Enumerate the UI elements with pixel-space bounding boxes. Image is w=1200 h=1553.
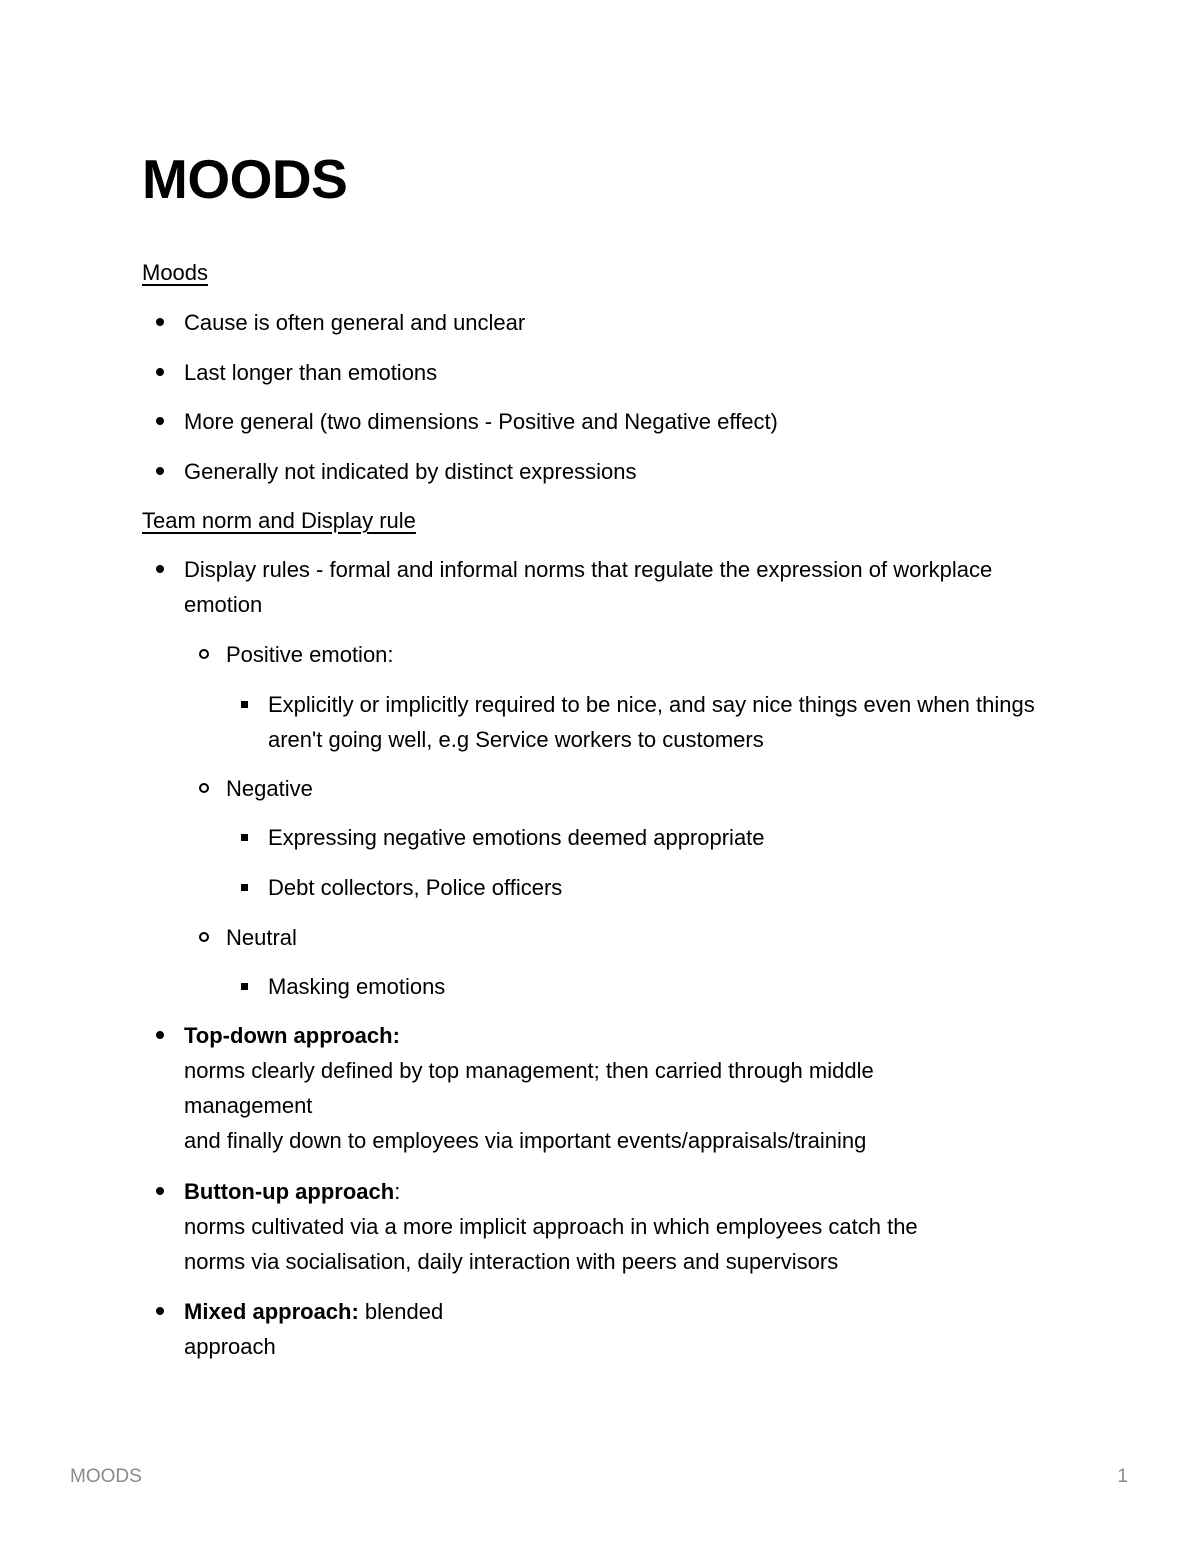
approach-text: norms clearly defined by top management; then carried through middle management — [184, 1058, 874, 1118]
list-item — [184, 454, 1064, 489]
bullet-disc-icon — [156, 467, 164, 475]
bullet-square-icon — [241, 884, 248, 891]
bullet-square-icon — [241, 834, 248, 841]
list-item-text: Generally not indicated by distinct expressions — [184, 459, 637, 484]
list-item-text: Positive emotion: — [226, 642, 394, 667]
list-item-text: More general (two dimensions - Positive and Negative effect) — [184, 409, 778, 434]
bullet-circle-icon — [199, 932, 209, 942]
sublist-item-neutral — [226, 920, 1066, 955]
sublist-item-negative — [226, 771, 1066, 806]
bullet-disc-icon — [156, 368, 164, 376]
list-item-text: Neutral — [226, 925, 297, 950]
page-number: 1 — [1117, 1466, 1128, 1487]
list-item — [184, 355, 1064, 390]
sub-sublist-item — [268, 870, 1048, 905]
list-item — [184, 404, 1064, 439]
approach-label: Top-down approach: — [184, 1023, 400, 1048]
list-item-bottom-up — [184, 1174, 984, 1279]
bullet-disc-icon — [156, 565, 164, 573]
bullet-circle-icon — [199, 649, 209, 659]
sub-sublist-item — [268, 820, 1048, 855]
list-item — [184, 305, 1064, 340]
footer-title: MOODS — [70, 1466, 142, 1487]
list-item-text: Explicitly or implicitly required to be nice, and say nice things even when things aren't going well, e.g Service workers to customers — [268, 692, 1035, 752]
list-item-display-rules — [184, 552, 1064, 622]
list-item-mixed — [184, 1294, 474, 1364]
bullet-circle-icon — [199, 783, 209, 793]
sub-sublist-item — [268, 969, 1048, 1004]
page-title: MOODS — [142, 148, 348, 210]
list-item-top-down — [184, 1018, 944, 1158]
bullet-square-icon — [241, 983, 248, 990]
bullet-disc-icon — [156, 417, 164, 425]
bullet-square-icon — [241, 701, 248, 708]
approach-text: blended approach — [184, 1299, 444, 1359]
list-item-text: Expressing negative emotions deemed appropriate — [268, 825, 765, 850]
bullet-disc-icon — [156, 1187, 164, 1195]
sub-sublist-item — [268, 687, 1048, 757]
list-item-text: Debt collectors, Police officers — [268, 875, 563, 900]
section-heading-team-norm: Team norm and Display rule — [142, 508, 416, 533]
bullet-disc-icon — [156, 1307, 164, 1315]
approach-text: and finally down to employees via important events/appraisals/training — [184, 1128, 867, 1153]
list-item-text: Masking emotions — [268, 974, 446, 999]
list-item-text: Display rules - formal and informal norms that regulate the expression of workplace emotion — [184, 557, 993, 617]
bullet-disc-icon — [156, 1031, 164, 1039]
list-item-text: Negative — [226, 776, 313, 801]
approach-label-suffix: : — [394, 1179, 401, 1204]
bullet-disc-icon — [156, 318, 164, 326]
list-item-text: Last longer than emotions — [184, 360, 438, 385]
sublist-item-positive — [226, 637, 1066, 672]
approach-label: Button-up approach — [184, 1179, 395, 1204]
approach-text: norms cultivated via a more implicit approach in which employees catch the norms via socialisation, daily interaction with peers and supervisors — [184, 1214, 918, 1274]
section-heading-moods: Moods — [142, 260, 209, 285]
approach-label: Mixed approach: — [184, 1299, 359, 1324]
list-item-text: Cause is often general and unclear — [184, 310, 526, 335]
